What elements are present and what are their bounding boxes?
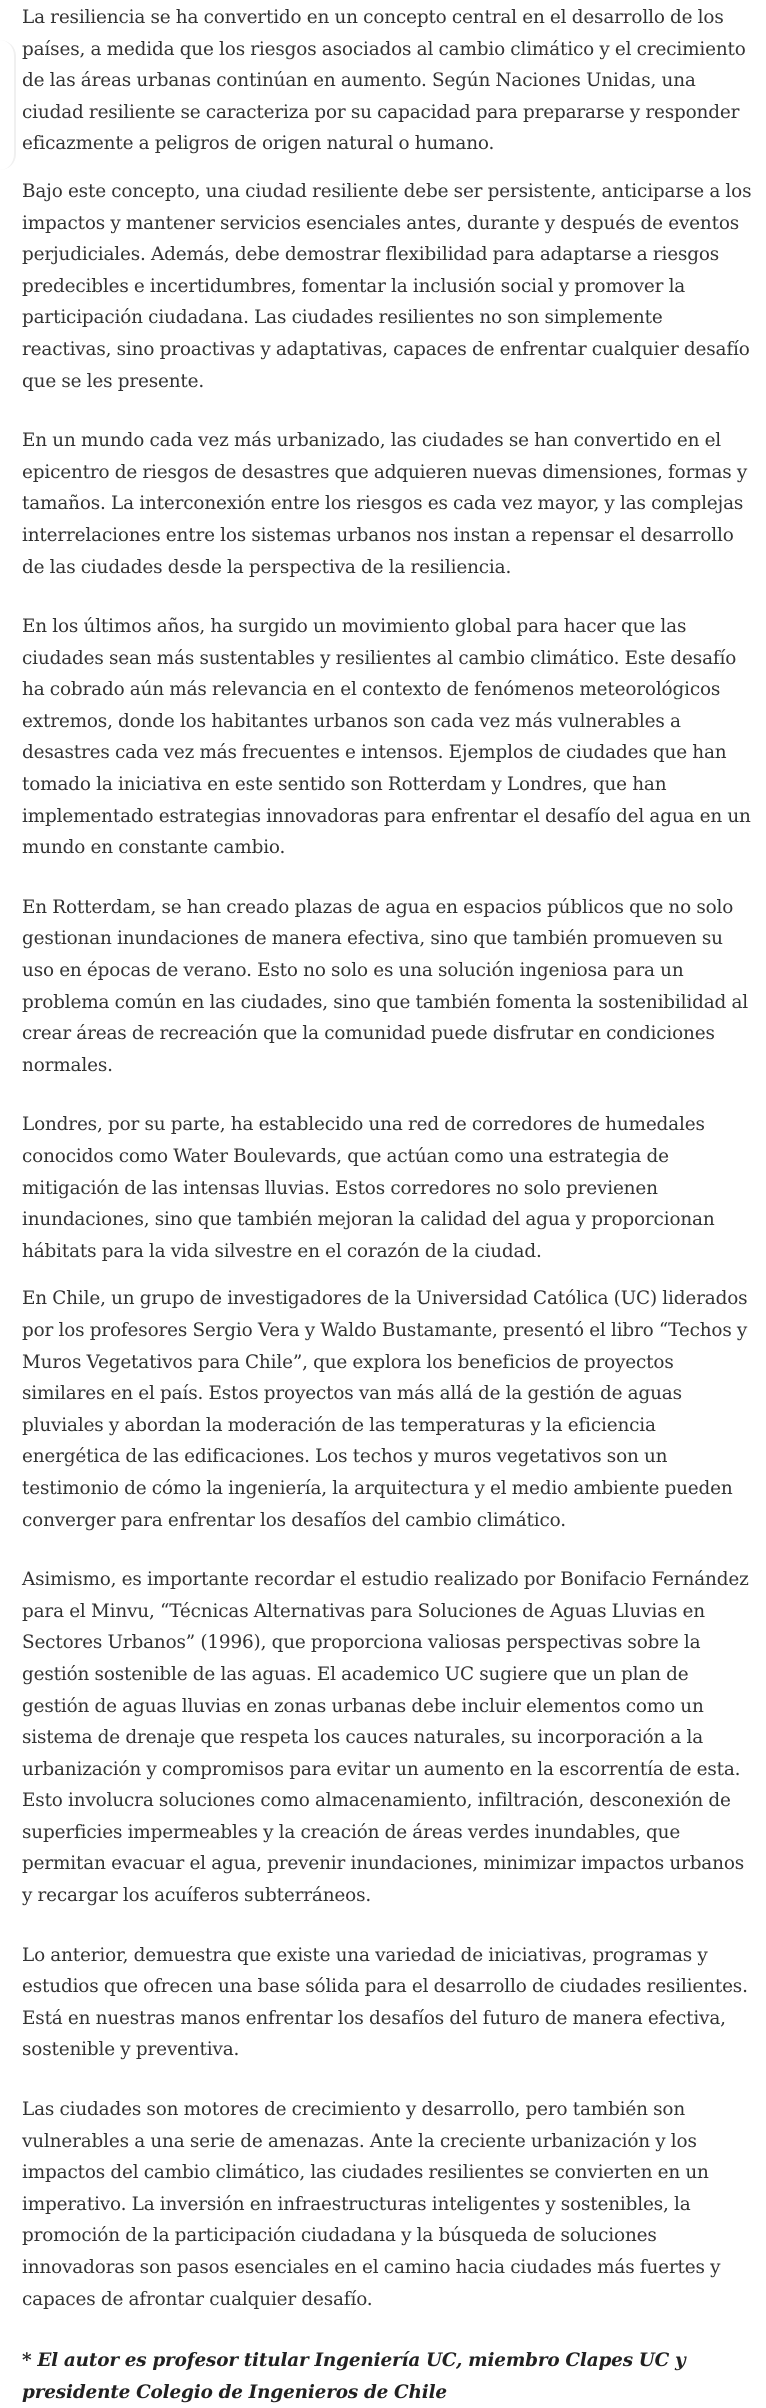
paragraph-4: En los últimos años, ha surgido un movimiento global para hacer que las ciudades sean más sustentables y resilientes al cambio climático. Este desafío ha cobrado aún más relevancia en el contexto de fenómenos meteorológicos extremos, donde los habitantes urbanos son cada vez más vulnerables a desastres cada vez más frecuentes e intensos. Ejemplos de ciudades que han tomado la iniciativa en este sentido son Rotterdam y Londres, que han implementado estrategias innovadoras para enfrentar el desafío del agua en un mundo en constante cambio. [22,616,751,859]
author-footnote: * El autor es profesor titular Ingeniería UC, miembro Clapes UC y presidente Colegio de Ingenieros de Chile [22,2350,686,2403]
left-edge-decoration [0,40,16,170]
paragraph-9: Lo anterior, demuestra que existe una variedad de iniciativas, programas y estudios que ofrecen una base sólida para el desarrollo de ciudades resilientes. Está en nuestras manos enfrentar los desafíos del futuro de manera efectiva, sostenible y preventiva. [22,1944,748,2061]
article-body [22,0,752,2408]
paragraph-2: Bajo este concepto, una ciudad resiliente debe ser persistente, anticiparse a los impactos y mantener servicios esenciales antes, durante y después de eventos perjudiciales. Además, debe demostrar flexibilidad para adaptarse a riesgos predecibles e incertidumbres, fomentar la inclusión social y promover la participación ciudadana. Las ciudades resilientes no son simplemente reactivas, sino proactivas y adaptativas, capaces de enfrentar cualquier desafío que se les presente. [22,180,752,392]
paragraph-7: En Chile, un grupo de investigadores de la Universidad Católica (UC) liderados por los profesores Sergio Vera y Waldo Bustamante, presentó el libro “Techos y Muros Vegetativos para Chile”, que explora los beneficios de proyectos similares en el país. Estos proyectos van más allá de la gestión de aguas pluviales y abordan la moderación de las temperaturas y la eficiencia energética de las edificaciones. Los techos y muros vegetativos son un testimonio de cómo la ingeniería, la arquitectura y el medio ambiente pueden converger para enfrentar los desafíos del cambio climático. [22,1288,748,1531]
paragraph-1: La resiliencia se ha convertido en un concepto central en el desarrollo de los países, a medida que los riesgos asociados al cambio climático y el crecimiento de las áreas urbanas continúan en aumento. Según Naciones Unidas, una ciudad resiliente se caracteriza por su capacidad para prepararse y responder eficazmente a peligros de origen natural o humano. [22,7,746,155]
paragraph-3: En un mundo cada vez más urbanizado, las ciudades se han convertido en el epicentro de riesgos de desastres que adquieren nuevas dimensiones, formas y tamaños. La interconexión entre los riesgos es cada vez mayor, y las complejas interrelaciones entre los sistemas urbanos nos instan a repensar el desarrollo de las ciudades desde la perspectiva de la resiliencia. [22,430,748,578]
paragraph-10: Las ciudades son motores de crecimiento y desarrollo, pero también son vulnerables a una serie de amenazas. Ante la creciente urbanización y los impactos del cambio climático, las ciudades resilientes se convierten en un imperativo. La inversión en infraestructuras inteligentes y sostenibles, la promoción de la participación ciudadana y la búsqueda de soluciones innovadoras son pasos esenciales en el camino hacia ciudades más fuertes y capaces de afrontar cualquier desafío. [22,2099,721,2310]
paragraph-5: En Rotterdam, se han creado plazas de agua en espacios públicos que no solo gestionan inundaciones de manera efectiva, sino que también promueven su uso en épocas de verano. Esto no solo es una solución ingeniosa para un problema común en las ciudades, sino que también fomenta la sostenibilidad al crear áreas de recreación que la comunidad puede disfrutar en condiciones normales. [22,896,749,1076]
paragraph-8: Asimismo, es importante recordar el estudio realizado por Bonifacio Fernández para el Minvu, “Técnicas Alternativas para Soluciones de Aguas Lluvias en Sectores Urbanos” (1996), que proporciona valiosas perspectivas sobre la gestión sostenible de las aguas. El academico UC sugiere que un plan de gestión de aguas lluvias en zonas urbanas debe incluir elementos como un sistema de drenaje que respeta los cauces naturales, su incorporación a la urbanización y compromisos para evitar un aumento en la escorrentía de esta. Esto involucra soluciones como almacenamiento, infiltración, desconexión de superficies impermeables y la creación de áreas verdes inundables, que permitan evacuar el agua, prevenir inundaciones, minimizar impactos urbanos y recargar los acuíferos subterráneos. [22,1569,749,1907]
paragraph-6: Londres, por su parte, ha establecido una red de corredores de humedales conocidos como Water Boulevards, que actúan como una estrategia de mitigación de las intensas lluvias. Estos corredores no solo previenen inundaciones, sino que también mejoran la calidad del agua y proporcionan hábitats para la vida silvestre en el corazón de la ciudad. [22,1114,715,1262]
